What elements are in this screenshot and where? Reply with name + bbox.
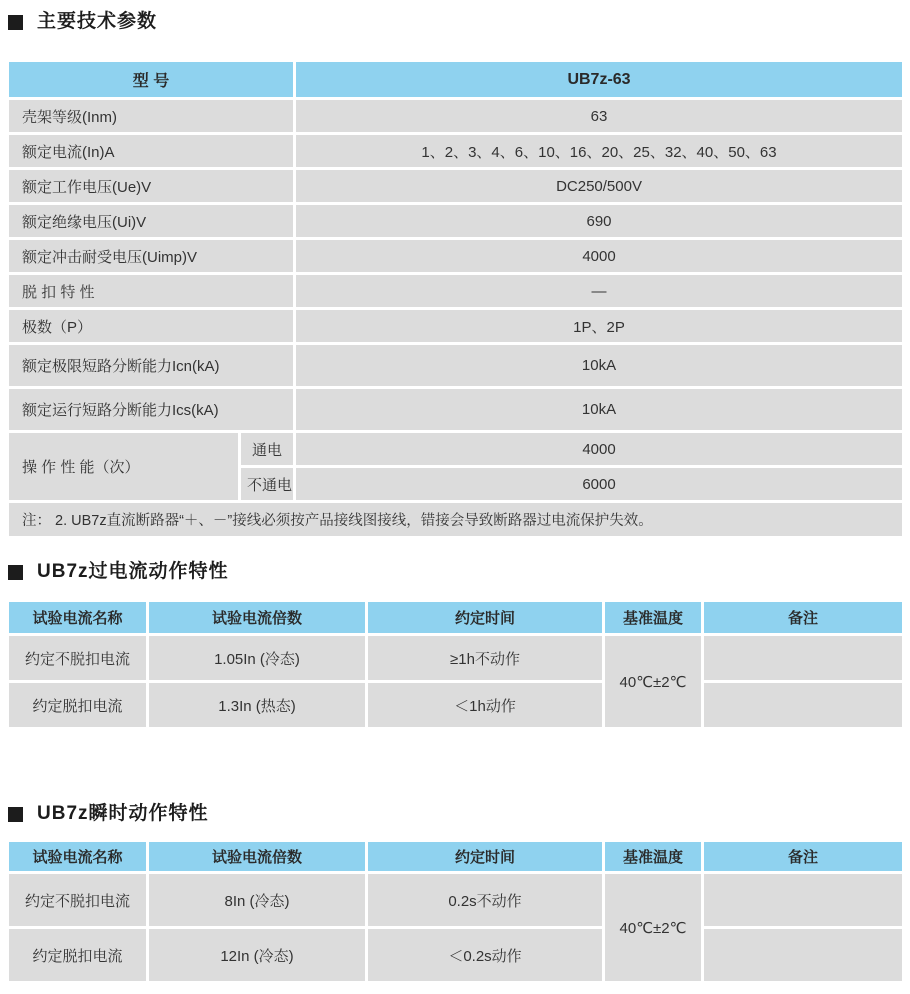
cell-time: 0.2s不动作 (368, 874, 602, 926)
cell-multiple: 1.05In (冷态) (149, 636, 365, 680)
table-row (9, 170, 902, 202)
cell-multiple: 8In (冷态) (149, 874, 365, 926)
table-row (9, 929, 902, 981)
param-value: 10kA (296, 389, 902, 430)
cell-time: ≥1h不动作 (368, 636, 602, 680)
table-header-row (9, 602, 902, 633)
model-header-label: 型 号 (9, 62, 293, 97)
cell-temperature: 40℃±2℃ (605, 636, 701, 727)
section-title-instant-text: UB7z瞬时动作特性 (37, 803, 209, 824)
col-header-ref-temperature: 基准温度 (605, 602, 701, 633)
cell-time: ＜1h动作 (368, 683, 602, 727)
table-header-row (9, 842, 902, 871)
param-label: 额定运行短路分断能力Ics(kA) (9, 389, 293, 430)
col-header-agreed-time: 约定时间 (368, 602, 602, 633)
table-row (9, 100, 902, 132)
table-row (9, 275, 902, 307)
section-title-instant (8, 802, 905, 826)
table-note-row (9, 503, 902, 536)
param-value: 63 (296, 100, 902, 132)
overcurrent-table (6, 599, 905, 730)
sub-label-de-energized: 不通电 (241, 468, 293, 500)
square-bullet-icon (8, 15, 23, 30)
param-value: 4000 (296, 240, 902, 272)
cell-multiple: 12In (冷态) (149, 929, 365, 981)
sub-label-energized: 通电 (241, 433, 293, 465)
table-row (9, 389, 902, 430)
cell-temperature: 40℃±2℃ (605, 874, 701, 981)
param-label: 壳架等级(Inm) (9, 100, 293, 132)
cell-remark (704, 929, 902, 981)
param-value: 10kA (296, 345, 902, 386)
param-label: 额定电流(In)A (9, 135, 293, 167)
cell-time: ＜0.2s动作 (368, 929, 602, 981)
cell-remark (704, 874, 902, 926)
col-header-test-current-name: 试验电流名称 (9, 602, 146, 633)
param-label: 额定工作电压(Ue)V (9, 170, 293, 202)
param-value: DC250/500V (296, 170, 902, 202)
col-header-remark: 备注 (704, 842, 902, 871)
cell-multiple: 1.3In (热态) (149, 683, 365, 727)
col-header-ref-temperature: 基准温度 (605, 842, 701, 871)
col-header-agreed-time: 约定时间 (368, 842, 602, 871)
param-label: 额定绝缘电压(Ui)V (9, 205, 293, 237)
section-title-main (8, 10, 905, 34)
col-header-remark: 备注 (704, 602, 902, 633)
model-header-value: UB7z-63 (296, 62, 902, 97)
main-spec-table (6, 59, 905, 539)
col-header-current-multiple: 试验电流倍数 (149, 602, 365, 633)
param-value: 1、2、3、4、6、10、16、20、25、32、40、50、63 (296, 135, 902, 167)
table-row (9, 135, 902, 167)
cell-test-name: 约定不脱扣电流 (9, 874, 146, 926)
param-label-operation: 操 作 性 能（次） (9, 433, 238, 500)
section-title-main-text: 主要技术参数 (37, 11, 158, 32)
instant-table (6, 839, 905, 984)
table-row (9, 683, 902, 727)
param-label: 额定极限短路分断能力Icn(kA) (9, 345, 293, 386)
cell-test-name: 约定脱扣电流 (9, 683, 146, 727)
table-row (9, 240, 902, 272)
section-title-overcurrent-text: UB7z过电流动作特性 (37, 561, 229, 582)
param-label: 额定冲击耐受电压(Uimp)V (9, 240, 293, 272)
table-row (9, 636, 902, 680)
cell-remark (704, 636, 902, 680)
table-header-row (9, 62, 902, 97)
cell-test-name: 约定不脱扣电流 (9, 636, 146, 680)
table-row (9, 874, 902, 926)
col-header-test-current-name: 试验电流名称 (9, 842, 146, 871)
section-title-overcurrent (8, 560, 905, 584)
param-label: 极数（P） (9, 310, 293, 342)
param-label: 脱 扣 特 性 (9, 275, 293, 307)
square-bullet-icon (8, 565, 23, 580)
param-value: 4000 (296, 433, 902, 465)
cell-remark (704, 683, 902, 727)
cell-test-name: 约定脱扣电流 (9, 929, 146, 981)
param-value: 6000 (296, 468, 902, 500)
param-value: 690 (296, 205, 902, 237)
param-value: 1P、2P (296, 310, 902, 342)
param-value: — (296, 275, 902, 307)
table-row (9, 205, 902, 237)
table-row-operation-on (9, 433, 902, 465)
square-bullet-icon (8, 807, 23, 822)
table-row (9, 310, 902, 342)
table-row (9, 345, 902, 386)
col-header-current-multiple: 试验电流倍数 (149, 842, 365, 871)
note-text: 注： 2. UB7z直流断路器“＋、－”接线必须按产品接线图接线，错接会导致断路器过电流保护失效。 (9, 503, 902, 536)
